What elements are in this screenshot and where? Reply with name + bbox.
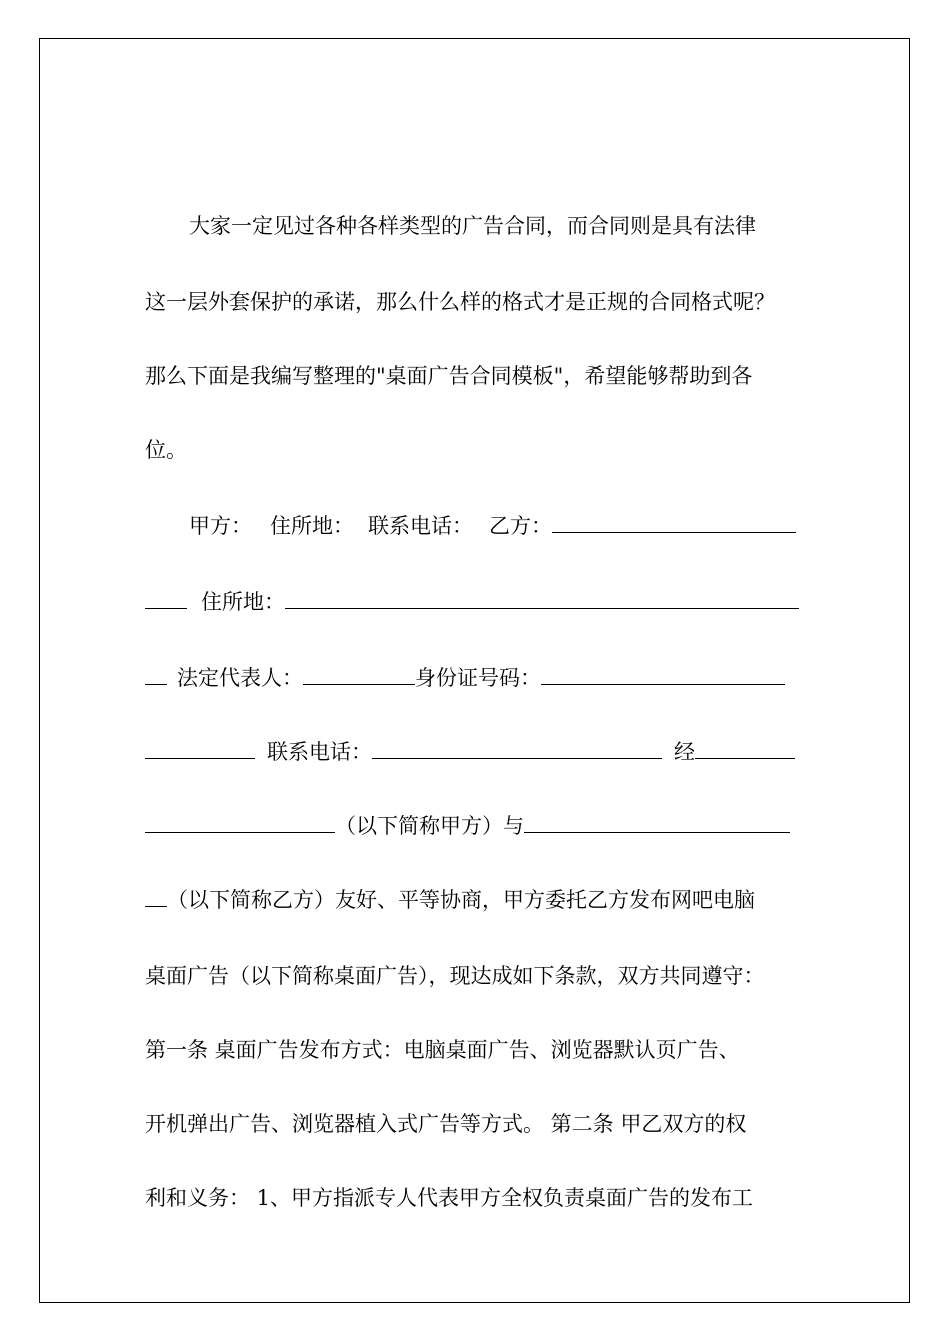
intro-line-3: 那么下面是我编写整理的"桌面广告合同模板"，希望能够帮助到各 bbox=[145, 364, 753, 388]
hereinafter-b-line: （以下简称乙方）友好、平等协商，甲方委托乙方发布网吧电脑 bbox=[167, 888, 755, 912]
form-line-1 bbox=[145, 508, 805, 544]
intro-line-2: 这一层外套保护的承诺，那么什么样的格式才是正规的合同格式呢？ bbox=[145, 290, 775, 314]
party-b-label: 乙方： bbox=[489, 514, 552, 538]
form-line-4 bbox=[145, 734, 805, 770]
via-blank-cont bbox=[145, 810, 335, 833]
hereinafter-a: （以下简称甲方）与 bbox=[335, 814, 524, 838]
address-b-blank-cont bbox=[145, 662, 167, 685]
form-line-5 bbox=[145, 808, 805, 844]
body-line-1: 桌面广告（以下简称桌面广告），现达成如下条款，双方共同遵守： bbox=[145, 964, 765, 988]
legal-rep-label: 法定代表人： bbox=[177, 666, 303, 690]
form-line-2 bbox=[145, 584, 805, 620]
form-line-3 bbox=[145, 660, 805, 696]
address-label-b: 住所地： bbox=[201, 590, 285, 614]
phone-b-blank bbox=[372, 736, 662, 759]
party-b-blank-cont bbox=[145, 586, 187, 609]
intro-line-1: 大家一定见过各种各样类型的广告合同，而合同则是具有法律 bbox=[189, 214, 756, 238]
form-line-6 bbox=[145, 882, 805, 918]
party-b-name-blank-cont bbox=[145, 884, 167, 907]
legal-rep-blank bbox=[303, 662, 415, 685]
body-line-2: 第一条 桌面广告发布方式：电脑桌面广告、浏览器默认页广告、 bbox=[145, 1038, 740, 1062]
body-line-3: 开机弹出广告、浏览器植入式广告等方式。 第二条 甲乙双方的权 bbox=[145, 1112, 747, 1136]
intro-line-4: 位。 bbox=[145, 438, 187, 462]
body-line-4: 利和义务： 1、甲方指派专人代表甲方全权负责桌面广告的发布工 bbox=[145, 1186, 754, 1210]
phone-label-b: 联系电话： bbox=[267, 740, 372, 764]
id-blank-cont bbox=[145, 736, 255, 759]
via-blank bbox=[695, 736, 795, 759]
id-label: 身份证号码： bbox=[415, 666, 541, 690]
party-b-name-blank bbox=[524, 810, 790, 833]
party-b-blank bbox=[552, 510, 796, 533]
party-a-label: 甲方： bbox=[189, 514, 252, 538]
phone-label: 联系电话： bbox=[368, 514, 473, 538]
address-label: 住所地： bbox=[270, 514, 354, 538]
via-label: 经 bbox=[674, 740, 695, 764]
address-b-blank bbox=[285, 586, 799, 609]
id-blank bbox=[541, 662, 785, 685]
